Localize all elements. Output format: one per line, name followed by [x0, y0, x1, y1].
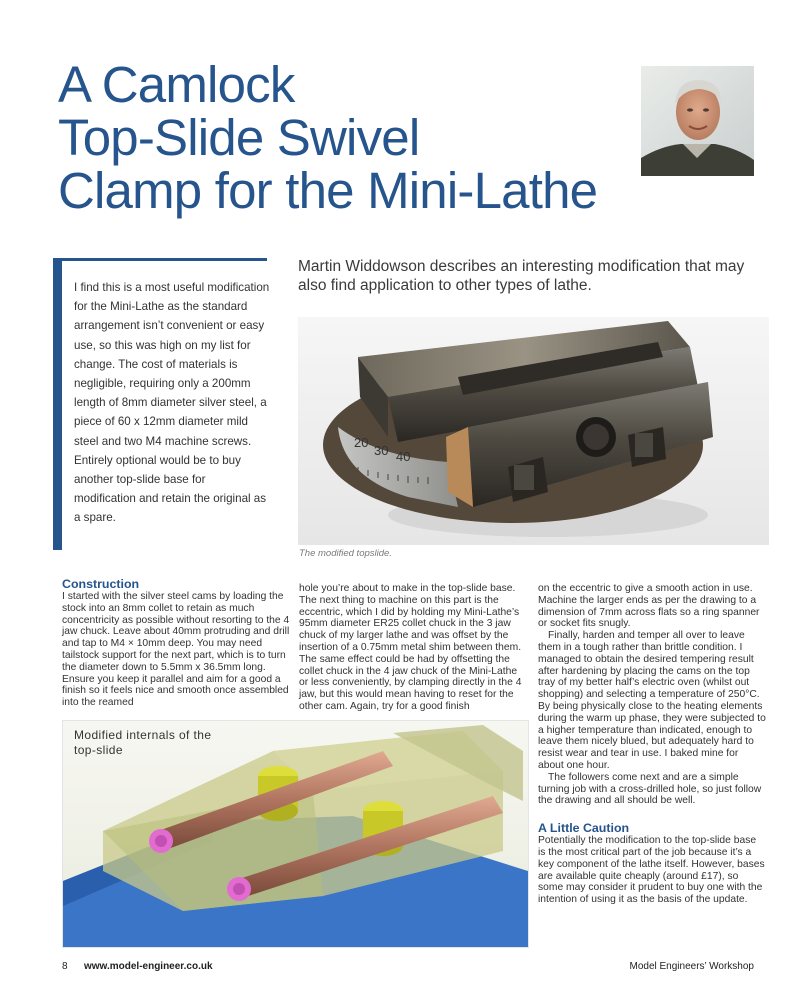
render-label: Modified internals of the top-slide [74, 728, 212, 757]
column-3-caution-text: Potentially the modification to the top-slide base is the most critical part of the job because it’s a key component of the lathe itself. However, bases are available quite cheaply (around £17), so some may consider it prudent to buy one with the intention of using it as the basis of the update. [538, 835, 765, 906]
heading-construction: Construction [62, 577, 140, 591]
column-2-text: hole you’re about to make in the top-slide base. The next thing to machine on this part is the eccentric, which I did by holding my Mini-Lathe’s 95mm diameter ER25 collet chuck in the 3 jaw chuck of my larger lathe and was offset by the insertion of a 0.75mm metal shim between them. The same effect could be had by offsetting the collet chuck in the 4 jaw chuck of the Mini-Lathe or less conveniently, by clamping directly in the 4 jaw, but this would mean having to reset for the other cam. Again, try for a good finish [299, 583, 522, 712]
magazine-name: Model Engineers’ Workshop [629, 961, 754, 972]
column-3-para-2: Finally, harden and temper all over to leave them in a tough rather than brittle condition. I managed to obtain the desired tempering result after hardening by placing the cams on the top tray of my better half’s electric oven (whilst out shopping) and selecting a temperature of 250°C. By being physically close to the heating elements during the warm up phase, they were subjected to a higher temperature than indicated, enough to leave them nicely blued, but adequately hard to resist wear and tear in use. I baked mine for about one hour. [538, 630, 766, 771]
intro-left-rule [53, 258, 62, 550]
intro-text: I find this is a most useful modification for the Mini-Lathe as the standard arrangement isn’t convenient or easy use, so this was high on my list for change. The cost of materials is negligible, requiring only a 200mm length of 8mm diameter silver steel, a piece of 60 x 12mm diameter mild steel and two M4 machine screws. Entirely optional would be to buy another top-slide base for modification and retain the original as a spare. [74, 281, 270, 525]
intro-box [53, 258, 270, 550]
heading-a-little-caution: A Little Caution [538, 821, 630, 836]
intro-top-rule [53, 258, 267, 261]
dial-number-40: 40 [396, 449, 411, 464]
column-3-para-1: on the eccentric to give a smooth action in use. Machine the larger ends as per the drawing to a dimension of 7mm across flats so a ring spanner or socket fits snugly. [538, 583, 760, 630]
column-2 [299, 583, 527, 713]
dial-number-20: 20 [354, 435, 369, 450]
page-number: 8 [62, 961, 68, 972]
title-line-2: Top-Slide Swivel [58, 109, 420, 166]
website-link[interactable]: www.model-engineer.co.uk [84, 961, 213, 972]
article-title [58, 58, 658, 217]
column-1 [62, 577, 290, 709]
standfirst: Martin Widdowson describes an interesting modification that may also find application to other types of lathe. [298, 258, 745, 294]
title-line-3: Clamp for the Mini-Lathe [58, 162, 598, 219]
column-3 [538, 583, 766, 906]
author-portrait [641, 66, 754, 176]
column-3-para-3: The followers come next and are a simple turning job with a cross-drilled hole, so just follow the drawing and all should be well. [538, 771, 762, 807]
photo-caption: The modified topslide. [299, 548, 392, 559]
topslide-photo [298, 317, 769, 545]
dial-number-30: 30 [374, 443, 389, 458]
title-line-1: A Camlock [58, 56, 295, 113]
column-1-text: I started with the silver steel cams by loading the stock into an 8mm collet to retain as much concentricity as possible without resorting to the 4 jaw chuck. Leave about 40mm protruding and drill and tap to M4 × 10mm deep. You may need tailstock support for the next part, which is to turn the diameter down to 5.5mm x 36.5mm long. Ensure you keep it parallel and aim for a good a finish so it feels nice and smooth once assembled into the reamed [62, 591, 290, 709]
